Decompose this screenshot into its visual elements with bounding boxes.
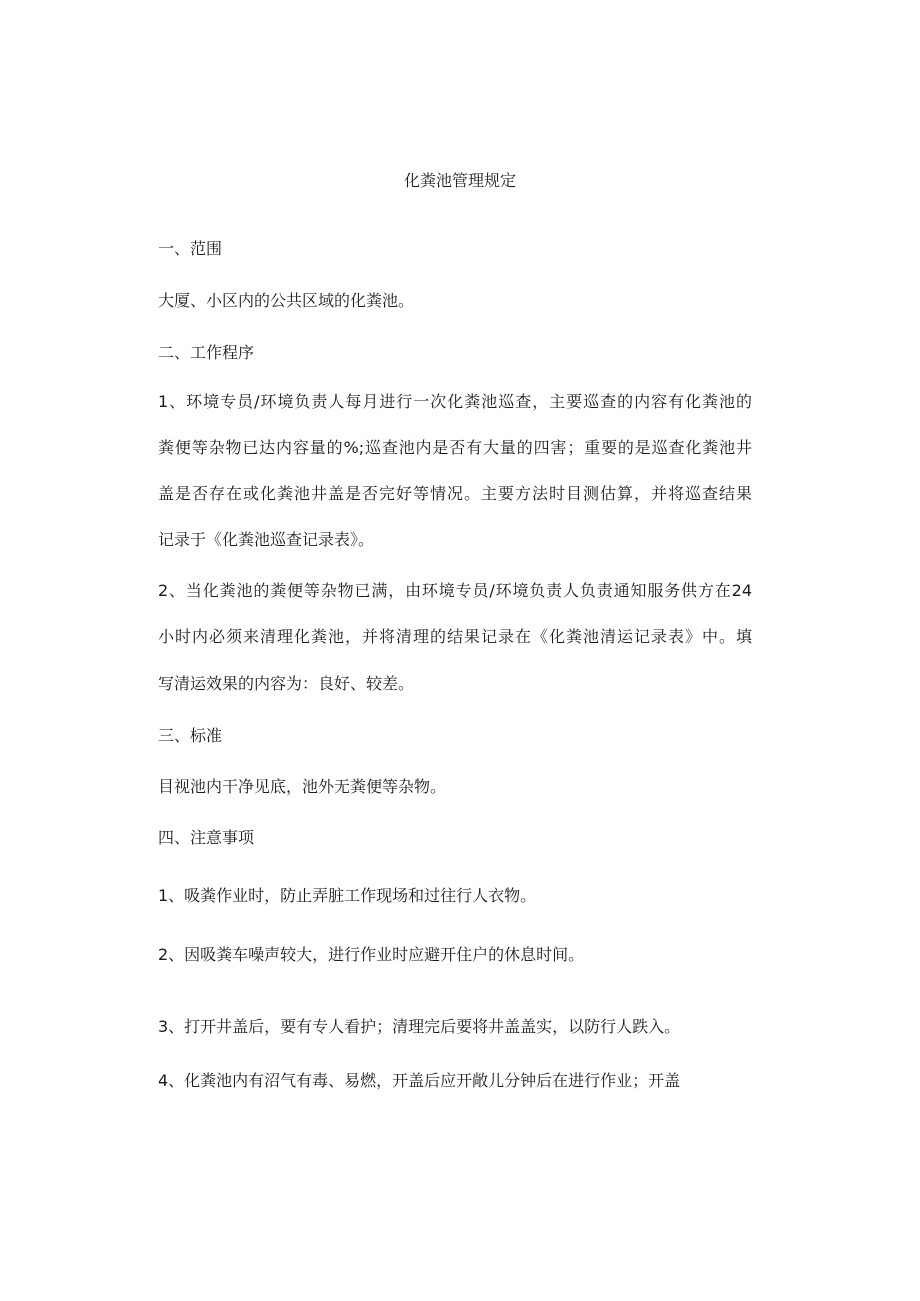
procedure-item-2-line-2: 小时内必须来清理化粪池，并将清理的结果记录在《化粪池清运记录表》中。填 (158, 627, 752, 646)
procedure-item-2-line-3: 写清运效果的内容为：良好、较差。 (158, 674, 415, 693)
procedure-item-1-line-1: 1、环境专员/环境负责人每月进行一次化粪池巡查，主要巡查的内容有化粪池的 (158, 392, 752, 411)
procedure-item-1-line-2: 粪便等杂物已达内容量的%;巡查池内是否有大量的四害；重要的是巡查化粪池井 (158, 438, 752, 457)
section-heading-notes: 四、注意事项 (158, 828, 255, 847)
scope-text: 大厦、小区内的公共区域的化粪池。 (158, 291, 415, 310)
note-item-2: 2、因吸粪车噪声较大，进行作业时应避开住户的休息时间。 (158, 945, 585, 964)
procedure-item-1-line-3: 盖是否存在或化粪池井盖是否完好等情况。主要方法时目测估算，并将巡查结果 (158, 484, 752, 503)
section-heading-scope: 一、范围 (158, 239, 223, 258)
procedure-item-2-line-1: 2、当化粪池的粪便等杂物已满，由环境专员/环境负责人负责通知服务供方在24 (158, 581, 752, 600)
document-title: 化粪池管理规定 (403, 171, 516, 190)
note-item-1: 1、吸粪作业时，防止弄脏工作现场和过往行人衣物。 (158, 886, 537, 905)
note-item-3: 3、打开井盖后，要有专人看护；清理完后要将井盖盖实，以防行人跌入。 (158, 1017, 681, 1036)
note-item-4: 4、化粪池内有沼气有毒、易燃，开盖后应开敞儿分钟后在进行作业；开盖 (158, 1071, 681, 1090)
section-heading-procedure: 二、工作程序 (158, 343, 255, 362)
procedure-item-1-line-4: 记录于《化粪池巡查记录表》。 (158, 530, 375, 549)
standard-text: 目视池内干净见底，池外无粪便等杂物。 (158, 777, 447, 796)
section-heading-standard: 三、标准 (158, 726, 223, 745)
